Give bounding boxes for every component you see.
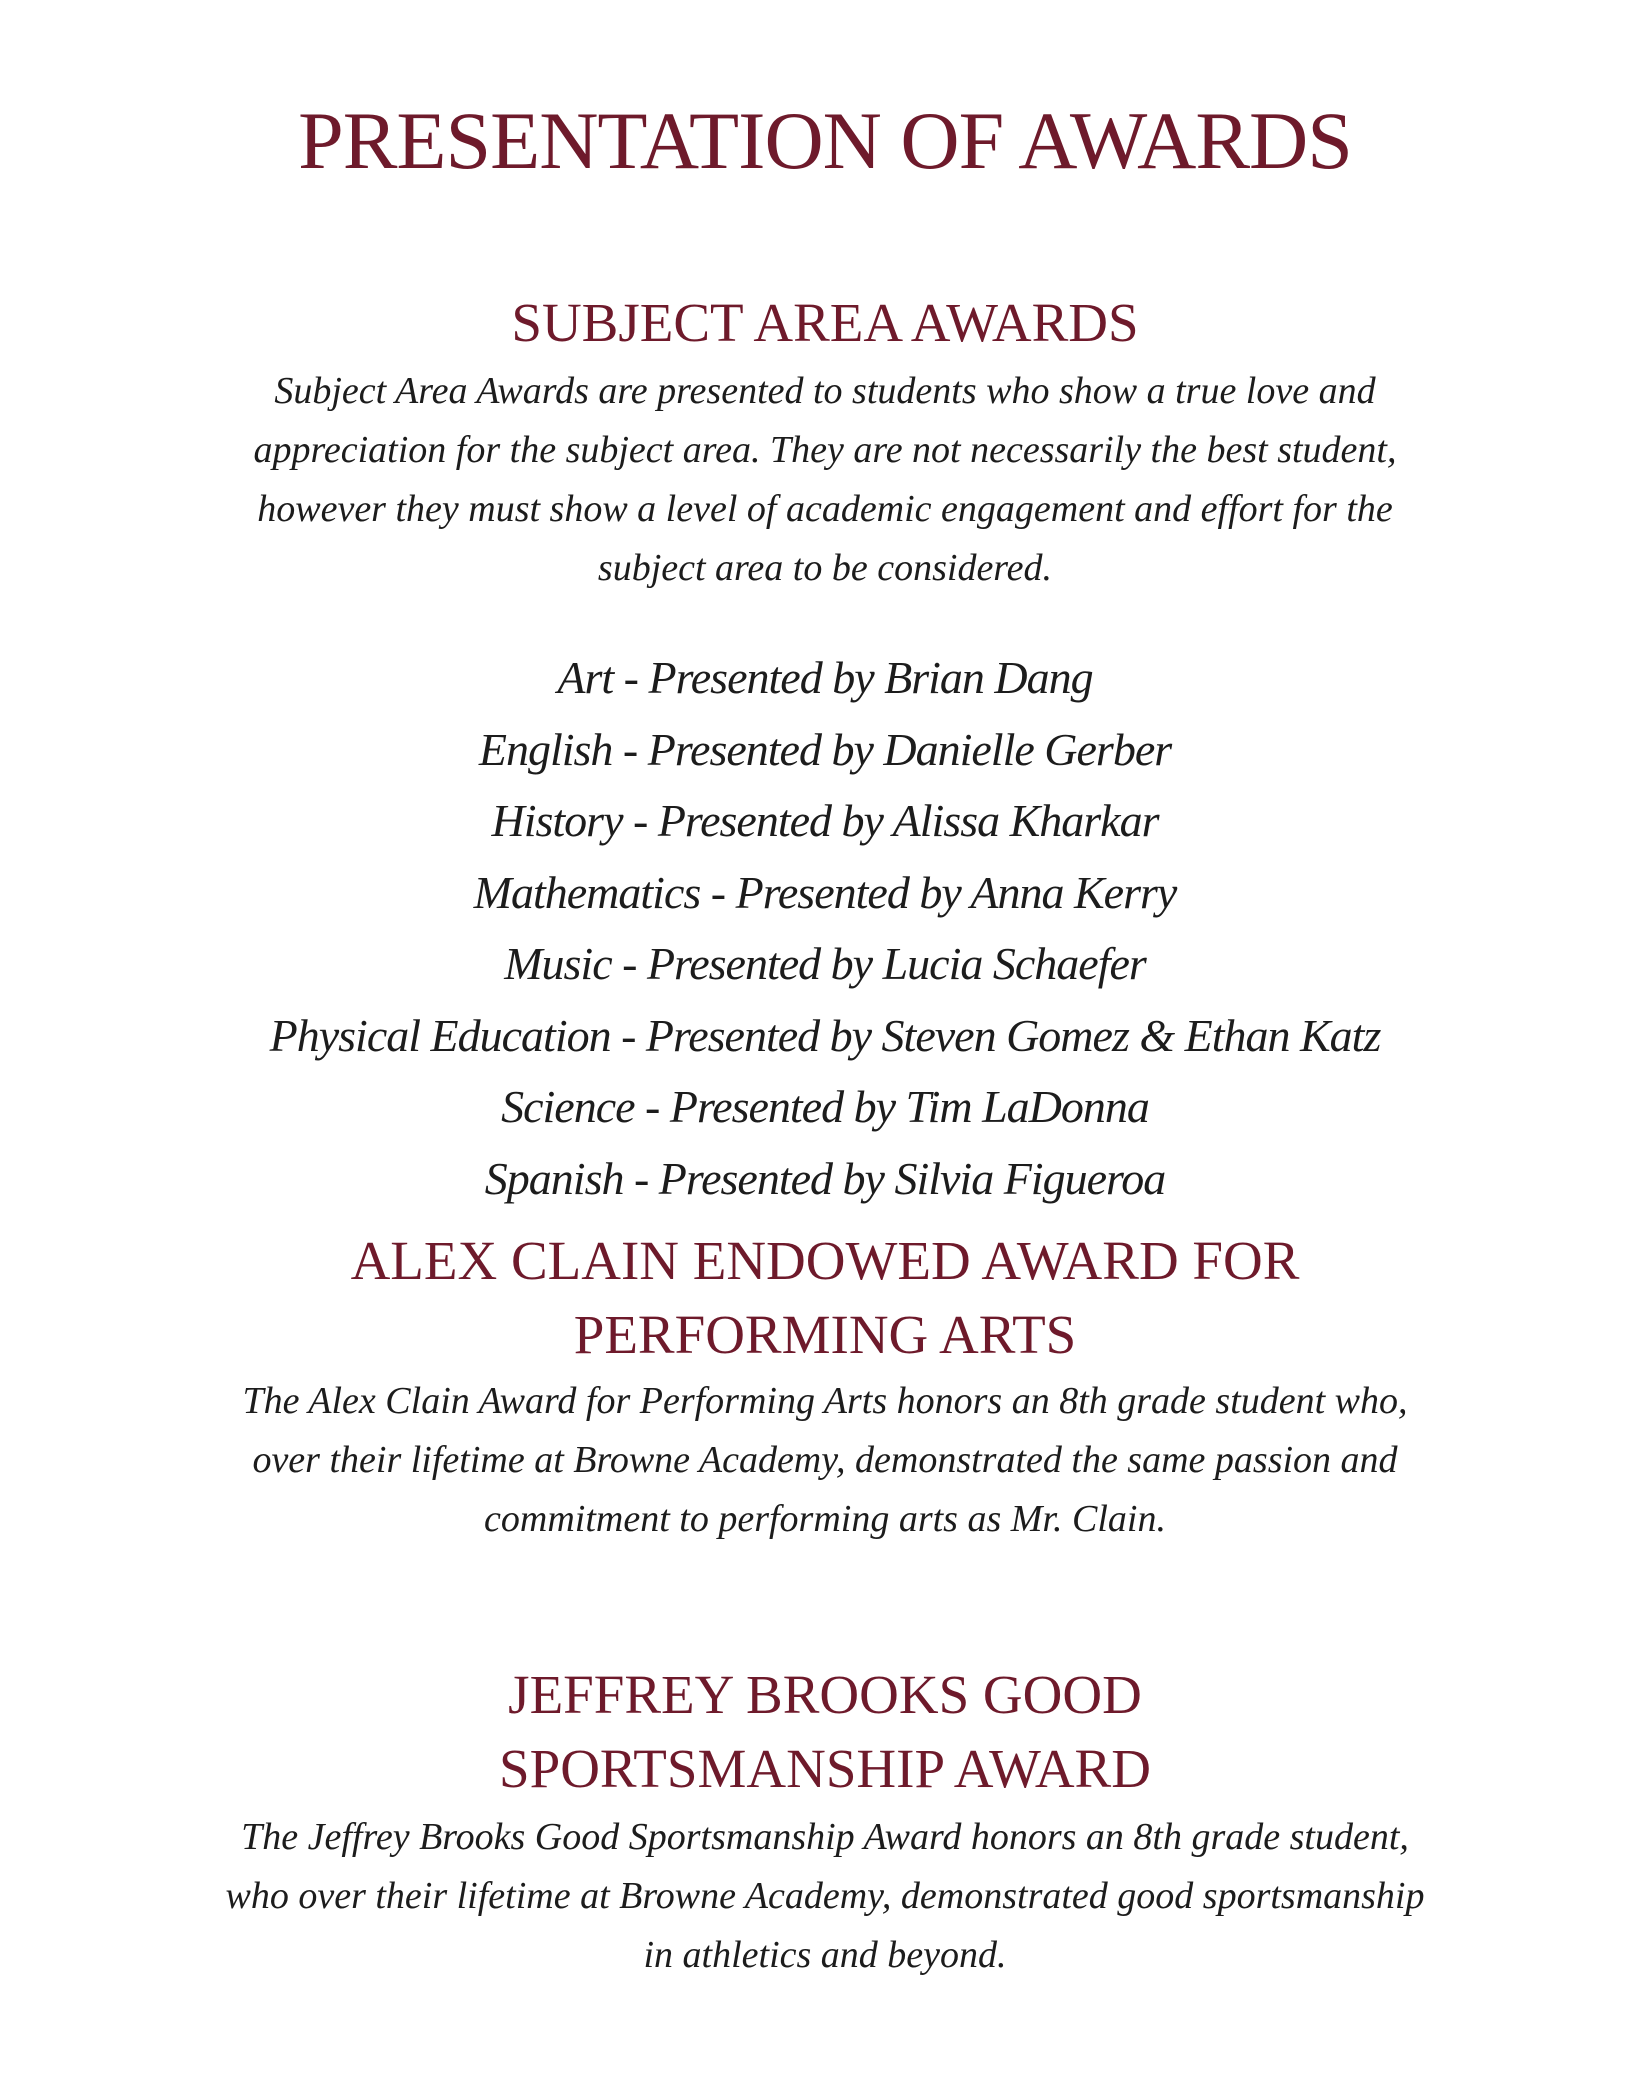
section-description-alex-clain-award: The Alex Clain Award for Performing Arts honors an 8th grade student who, over their lifetime at Browne Academy, demonstrated the same passion and commitment to performing arts as Mr. Clain. [242,1380,1408,1540]
list-item-physical-education: Physical Education - Presented by Steven Gomez & Ethan Katz [269,1009,1381,1061]
section-heading-jeffrey-brooks-award [0,1658,1650,1806]
list-item-art: Art - Presented by Brian Dang [557,652,1093,703]
list-item-mathematics: Mathematics - Presented by Anna Kerry [473,866,1177,918]
section-description-jeffrey-brooks-award: The Jeffrey Brooks Good Sportsmanship Award honors an 8th grade student, who over their lifetime at Browne Academy, demonstrated good sportsmanship in athletics and beyond. [225,1816,1425,1976]
subject-award-list [0,642,1650,1214]
section-heading-subject-area-awards [0,286,1650,360]
list-item-science: Science - Presented by Tim LaDonna [501,1081,1149,1132]
list-item-music: Music - Presented by Lucia Schaefer [504,938,1146,989]
section-description-subject-area-awards: Subject Area Awards are presented to students who show a true love and appreciation for the subject area. They are not necessarily the best student, however they must show a level of academic engagement and effort for the subject area to be considered. [253,370,1397,589]
list-item-history: History - Presented by Alissa Kharkar [491,795,1159,846]
section-heading-line: SPORTSMANSHIP AWARD [499,1738,1151,1799]
section-heading-line: ALEX CLAIN ENDOWED AWARD FOR [350,1230,1300,1291]
section-heading-alex-clain-award [0,1224,1650,1372]
list-item-spanish: Spanish - Presented by Silvia Figueroa [484,1152,1166,1204]
section-heading-line: SUBJECT AREA AWARDS [511,292,1139,353]
list-item-english: English - Presented by Danielle Gerber [478,723,1172,775]
section-heading-line: JEFFREY BROOKS GOOD [508,1664,1142,1725]
section-heading-line: PERFORMING ARTS [573,1304,1077,1365]
page-title: PRESENTATION OF AWARDS [298,95,1352,186]
